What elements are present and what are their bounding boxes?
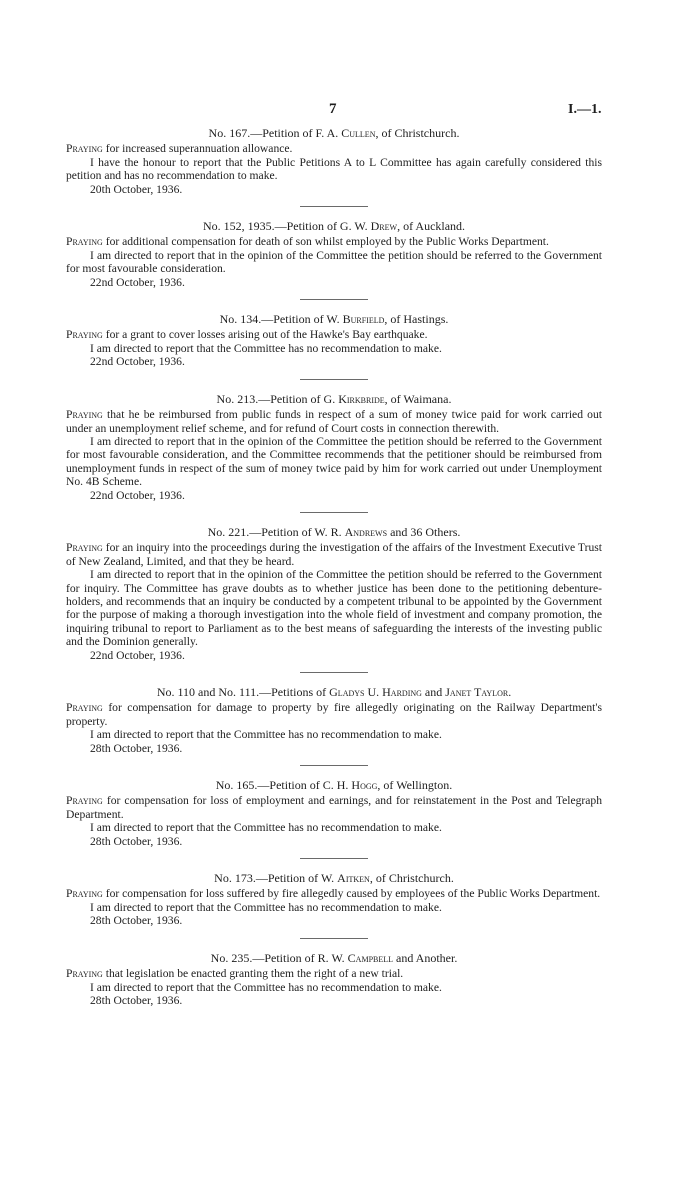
- document-reference: I.—1.: [568, 102, 602, 117]
- petition-entry: [66, 526, 602, 662]
- section-divider: [300, 765, 368, 766]
- page-number: 7: [329, 101, 337, 117]
- section-divider: [300, 858, 368, 859]
- petition-title: No. 213.—Petition of G. Kirkbride, of Waimana.: [216, 391, 452, 406]
- committee-report: I am directed to report that in the opinion of the Committee the petition should be referred to the Government for most favourable consideration.: [66, 248, 602, 276]
- petition-entry: [66, 313, 602, 369]
- section-divider: [300, 512, 368, 513]
- report-date: 20th October, 1936.: [90, 182, 183, 196]
- petition-title: No. 167.—Petition of F. A. Cullen, of Christchurch.: [208, 126, 460, 140]
- petition-prayer: Praying for increased superannuation allowance.: [66, 142, 293, 156]
- committee-report: I am directed to report that the Committee has no recommendation to make.: [90, 341, 442, 355]
- petition-entry: [66, 127, 602, 196]
- petition-prayer: Praying for additional compensation for death of son whilst employed by the Public Works Department.: [66, 235, 549, 249]
- petition-entry: [66, 952, 602, 1008]
- petition-prayer: Praying that he be reimbursed from public funds in respect of a sum of money twice paid for work carried out under an unemployment relief scheme, and for refund of Court costs in connection therewith.: [66, 408, 602, 435]
- section-divider: [300, 206, 368, 207]
- petition-entry: [66, 393, 602, 502]
- petition-entry: [66, 220, 602, 289]
- petitioner-name: Cullen: [341, 126, 376, 140]
- report-date: 22nd October, 1936.: [90, 488, 185, 502]
- report-date: 22nd October, 1936.: [90, 355, 185, 369]
- committee-report: I have the honour to report that the Public Petitions A to L Committee has again carefully considered this petition and has no recommendation to make.: [66, 155, 602, 183]
- petition-prayer: Praying for compensation for loss of employment and earnings, and for reinstatement in the Post and Telegraph Department.: [66, 794, 603, 821]
- petition-entry: [66, 872, 602, 928]
- petitioner-name: Andrews: [344, 524, 388, 539]
- petition-title: No. 134.—Petition of W. Burfield, of Hastings.: [219, 312, 449, 327]
- section-divider: [300, 379, 368, 380]
- petitioner-name: Kirkbride: [338, 391, 385, 406]
- committee-report: I am directed to report that the Committee has no recommendation to make.: [90, 980, 442, 994]
- report-date: 28th October, 1936.: [90, 914, 183, 928]
- petition-title: No. 165.—Petition of C. H. Hogg, of Wellington.: [215, 778, 453, 793]
- petition-title: No. 110 and No. 111.—Petitions of Gladys U. Harding and Janet Taylor.: [156, 685, 512, 699]
- petitions-list: [66, 127, 602, 1013]
- petition-title: No. 173.—Petition of W. Aitken, of Christchurch.: [214, 871, 454, 886]
- petition-prayer: Praying for compensation for loss suffered by fire allegedly caused by employees of the Public Works Department.: [66, 887, 601, 901]
- section-divider: [300, 299, 368, 300]
- petitioner-name: Gladys U. Harding: [329, 685, 422, 699]
- petition-entry: [66, 686, 602, 755]
- report-date: 28th October, 1936.: [90, 834, 183, 848]
- committee-report: I am directed to report that in the opinion of the Committee the petition should be referred to the Government for inquiry. The Committee has grave doubts as to whether justice has been done to the petitioning debenture-holders, and recommends that an inquiry be conducted by a competent tribunal to be appointed by the Government for the purpose of making a thorough investigation into the whole field of investment and company promotion, the inquiring tribunal to report to Parliament as to the best means of safeguarding the interests of the investing public and the Dominion generally.: [66, 568, 602, 649]
- committee-report: I am directed to report that the Committee has no recommendation to make.: [90, 900, 442, 914]
- petition-title: No. 152, 1935.—Petition of G. W. Drew, of Auckland.: [202, 219, 466, 234]
- committee-report: I am directed to report that in the opinion of the Committee the petition should be referred to the Government for most favourable consideration, and the Committee recommends that the petitioner should be reimbursed from unemployment funds in respect of the sum of money twice paid by him for work carried out under Unemployment No. 4B Scheme.: [66, 434, 602, 489]
- petitioner-name-2: Janet Taylor: [445, 685, 509, 699]
- report-date: 22nd October, 1936.: [90, 648, 185, 662]
- petition-title: No. 221.—Petition of W. R. Andrews and 36 Others.: [207, 524, 461, 539]
- petitioner-name: Aitken: [337, 871, 370, 886]
- committee-report: I am directed to report that the Committee has no recommendation to make.: [90, 821, 442, 835]
- petition-prayer: Praying for compensation for damage to property by fire allegedly originating on the Railway Department's property.: [66, 701, 602, 728]
- petitioner-name: Burfield: [342, 312, 385, 327]
- petitioner-name: Drew: [370, 219, 398, 234]
- petitioner-name: Campbell: [347, 950, 394, 965]
- section-divider: [300, 938, 368, 939]
- report-date: 28th October, 1936.: [90, 741, 183, 755]
- report-date: 28th October, 1936.: [90, 993, 183, 1007]
- petition-prayer: Praying for an inquiry into the proceedings during the investigation of the affairs of the Investment Executive Trust of New Zealand, Limited, and that they be heard.: [66, 541, 602, 568]
- petitioner-name: Hogg: [351, 778, 378, 793]
- petition-entry: [66, 779, 602, 848]
- section-divider: [300, 672, 368, 673]
- report-date: 22nd October, 1936.: [90, 275, 185, 289]
- committee-report: I am directed to report that the Committee has no recommendation to make.: [90, 728, 442, 742]
- petition-title: No. 235.—Petition of R. W. Campbell and Another.: [210, 950, 458, 965]
- petition-prayer: Praying that legislation be enacted granting them the right of a new trial.: [66, 967, 404, 981]
- petition-prayer: Praying for a grant to cover losses arising out of the Hawke's Bay earthquake.: [66, 328, 428, 342]
